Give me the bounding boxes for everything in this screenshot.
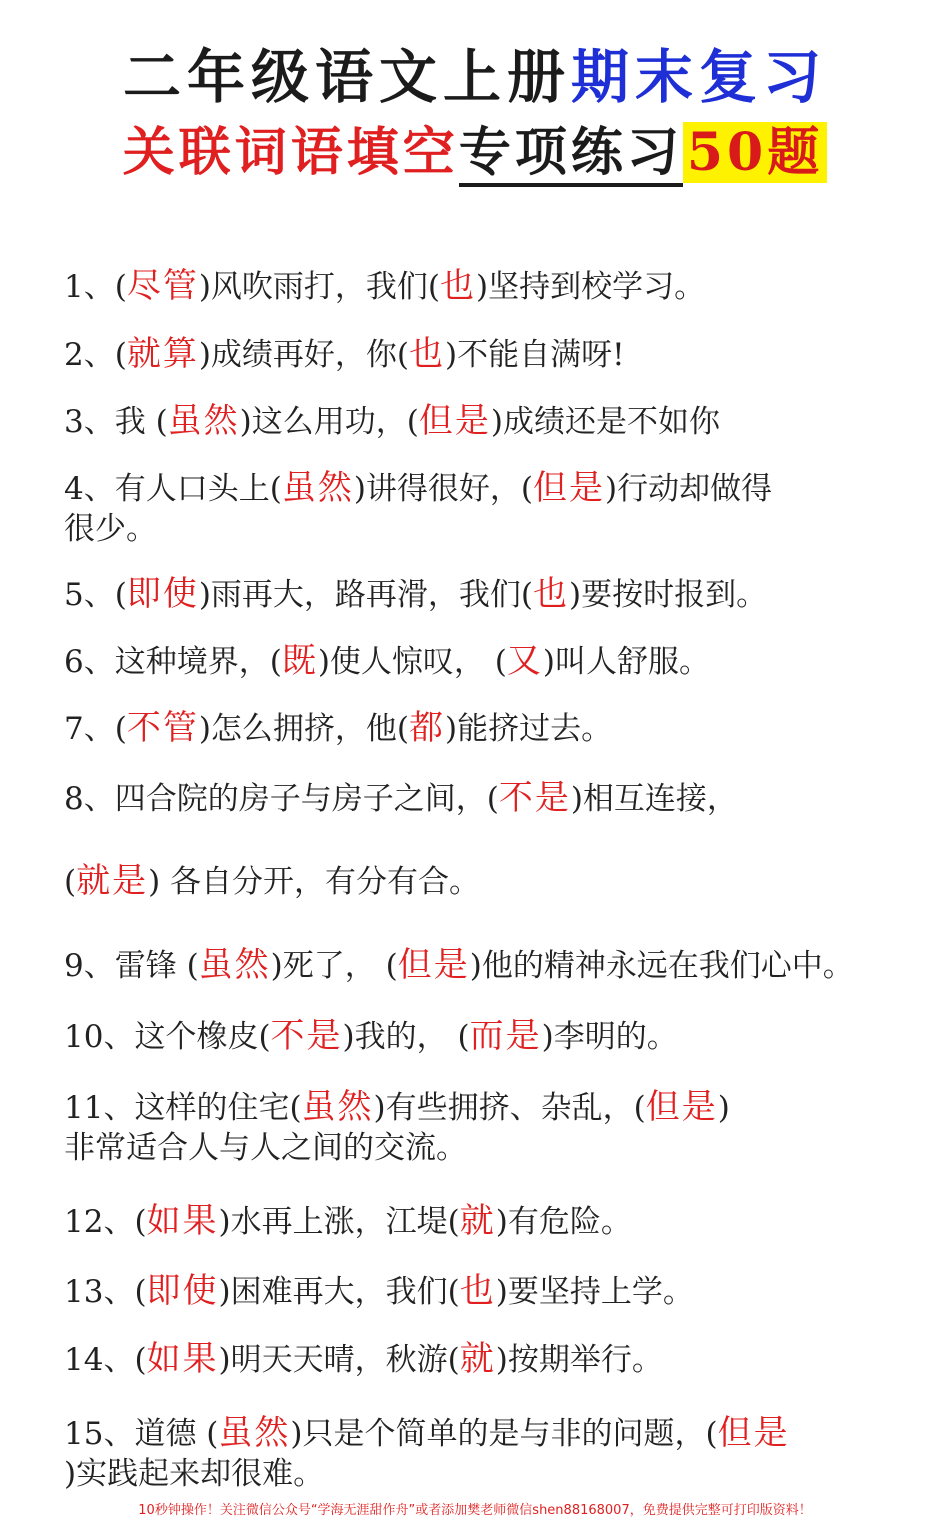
question-text: )只是个简单的是与非的问题，( — [290, 1416, 718, 1452]
answer-word: 但是 — [418, 401, 491, 441]
question-text: 2、( — [64, 337, 127, 373]
answer-word: 即使 — [126, 574, 199, 614]
question-text: ) 各自分开，有分有合。 — [148, 864, 481, 900]
question-text: )死了， ( — [270, 948, 398, 984]
answer-word: 虽然 — [167, 401, 240, 441]
question-15 — [64, 1413, 790, 1494]
answer-word: 就 — [459, 1339, 496, 1379]
question-text: 5、( — [64, 577, 127, 613]
answer-word: 不是 — [270, 1016, 343, 1056]
question-2 — [64, 334, 625, 375]
answer-word: 也 — [440, 266, 477, 306]
question-text: )叫人舒服。 — [542, 644, 710, 680]
question-text: )要按时报到。 — [569, 577, 768, 613]
answer-word: 就算 — [126, 334, 199, 374]
question-text: )讲得很好，( — [353, 471, 534, 507]
answer-word: 如果 — [146, 1201, 219, 1241]
question-text: )风吹雨打，我们( — [198, 269, 441, 305]
question-text: 8、四合院的房子与房子之间，( — [64, 781, 499, 817]
answer-word: 虽然 — [281, 468, 354, 508]
question-4-continuation: 很少。 — [64, 511, 157, 547]
answer-word: 又 — [506, 641, 543, 681]
question-9 — [64, 945, 854, 986]
title-practice: 专项练习 — [459, 122, 683, 187]
answer-word: 但是 — [717, 1413, 790, 1453]
question-text: )雨再大，路再滑，我们( — [198, 577, 534, 613]
question-text: 10、这个橡皮( — [64, 1019, 271, 1055]
question-text: )明天天晴，秋游( — [218, 1342, 460, 1378]
question-text: )成绩还是不如你 — [490, 404, 720, 440]
answer-word: 而是 — [469, 1016, 542, 1056]
answer-word: 但是 — [533, 468, 606, 508]
question-13 — [64, 1271, 694, 1312]
question-text: ) — [717, 1090, 730, 1126]
answer-word: 不管 — [126, 708, 199, 748]
answer-word: 即使 — [146, 1271, 219, 1311]
question-text: )行动却做得 — [605, 471, 773, 507]
question-text: 15、道德 ( — [64, 1416, 219, 1452]
answer-word: 不是 — [498, 778, 571, 818]
page-title-line1 — [0, 40, 950, 114]
question-text: )坚持到校学习。 — [476, 269, 706, 305]
question-text: )能挤过去。 — [445, 711, 613, 747]
question-text: )不能自满呀! — [445, 337, 625, 373]
answer-word: 虽然 — [218, 1413, 291, 1453]
question-text: )困难再大，我们( — [218, 1274, 460, 1310]
question-text: )这么用功，( — [239, 404, 419, 440]
answer-word: 如果 — [146, 1339, 219, 1379]
question-15-continuation: )实践起来却很难。 — [64, 1456, 325, 1492]
question-7 — [64, 708, 612, 749]
question-3 — [64, 401, 720, 442]
answer-word: 但是 — [645, 1087, 718, 1127]
question-text: 6、这种境界，( — [64, 644, 282, 680]
question-text: )按期举行。 — [495, 1342, 663, 1378]
question-6 — [64, 641, 710, 682]
question-5 — [64, 574, 767, 615]
answer-word: 就 — [459, 1201, 496, 1241]
question-text: )李明的。 — [541, 1019, 678, 1055]
answer-word: 也 — [409, 334, 446, 374]
answer-word: 既 — [281, 641, 318, 681]
question-text: 7、( — [64, 711, 127, 747]
answer-word: 但是 — [397, 945, 470, 985]
question-text: )使人惊叹， ( — [317, 644, 507, 680]
question-text: 3、我 ( — [64, 404, 168, 440]
answer-word: 就是 — [76, 861, 149, 901]
question-text: 14、( — [64, 1342, 147, 1378]
question-text: )要坚持上学。 — [495, 1274, 694, 1310]
title-topic: 关联词语填空 — [122, 122, 459, 183]
question-text: )他的精神永远在我们心中。 — [469, 948, 854, 984]
answer-word: 尽管 — [126, 266, 199, 306]
question-8-continuation — [64, 861, 480, 902]
answer-word: 都 — [409, 708, 446, 748]
question-text: 9、雷锋 ( — [64, 948, 199, 984]
question-text: )水再上涨，江堤( — [218, 1204, 460, 1240]
question-text: )我的， ( — [342, 1019, 470, 1055]
question-1 — [64, 266, 705, 307]
question-14 — [64, 1339, 663, 1380]
title-count-badge: 50题 — [683, 122, 827, 183]
question-11 — [64, 1087, 730, 1168]
question-4 — [64, 468, 772, 549]
answer-word: 也 — [533, 574, 570, 614]
question-text: 1、( — [64, 269, 127, 305]
footer-notice: 10秒钟操作！关注微信公众号“学海无涯甜作舟”或者添加樊老师微信shen88168007，免费提供完整可打印版资料！ — [138, 1503, 812, 1518]
question-text: )怎么拥挤，他( — [198, 711, 410, 747]
answer-word: 虽然 — [198, 945, 271, 985]
title-grade-subject: 二年级语文上册 — [122, 43, 571, 111]
question-12 — [64, 1201, 632, 1242]
question-10 — [64, 1016, 678, 1057]
question-text: )有些拥挤、杂乱，( — [373, 1090, 646, 1126]
question-text: )有危险。 — [495, 1204, 632, 1240]
question-text: ( — [64, 864, 77, 900]
question-8 — [64, 778, 738, 819]
question-text: 11、这样的住宅( — [64, 1090, 302, 1126]
question-text: )成绩再好，你( — [198, 337, 410, 373]
question-text: 12、( — [64, 1204, 147, 1240]
question-11-continuation: 非常适合人与人之间的交流。 — [64, 1130, 467, 1166]
answer-word: 虽然 — [301, 1087, 374, 1127]
question-text: 13、( — [64, 1274, 147, 1310]
answer-word: 也 — [459, 1271, 496, 1311]
question-text: )相互连接， — [570, 781, 738, 817]
question-text: 4、有人口头上( — [64, 471, 282, 507]
page-title-line2 — [0, 118, 950, 188]
title-final-review: 期末复习 — [571, 43, 828, 111]
